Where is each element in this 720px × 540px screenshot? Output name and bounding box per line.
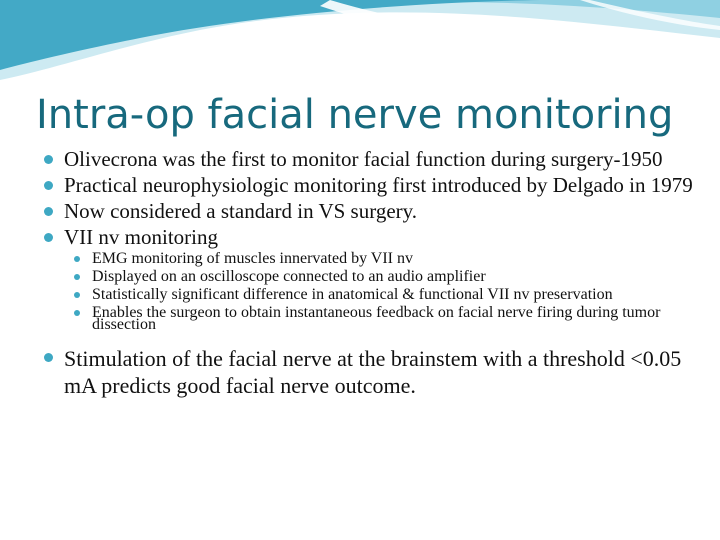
bullet-dot-icon <box>44 207 53 216</box>
slide-content <box>44 147 704 408</box>
bullet-text: Olivecrona was the first to monitor facial function during surgery-1950 <box>64 147 663 171</box>
sub-bullet-dot-icon <box>74 292 80 298</box>
sub-bullet-item <box>64 304 704 333</box>
sub-bullet-text: Displayed on an oscilloscope connected to an audio amplifier <box>92 268 486 285</box>
sub-bullet-text: Statistically significant difference in anatomical & functional VII nv preservation <box>92 286 613 303</box>
sub-bullet-text: EMG monitoring of muscles innervated by VII nv <box>92 250 413 267</box>
bullet-text: Stimulation of the facial nerve at the brainstem with a threshold <0.05 mA predicts good facial nerve outcome. <box>64 346 682 398</box>
bullet-dot-icon <box>44 233 53 242</box>
bullet-text: VII nv monitoring <box>64 225 218 249</box>
bullet-item <box>44 173 704 197</box>
bullet-item-stimulation <box>44 345 704 399</box>
sub-bullet-dot-icon <box>74 256 80 262</box>
bullet-dot-icon <box>44 155 53 164</box>
sub-bullet-dot-icon <box>74 310 80 316</box>
bullet-item <box>44 199 704 223</box>
bullet-item <box>44 225 704 249</box>
sub-bullet-list <box>64 250 704 333</box>
sub-bullet-item <box>64 250 704 267</box>
header-wave-decoration <box>0 0 720 90</box>
slide-title: Intra-op facial nerve monitoring <box>36 92 674 138</box>
bullet-dot-icon <box>44 181 53 190</box>
bullet-dot-icon <box>44 353 53 362</box>
sub-bullet-item <box>64 286 704 303</box>
bullet-item <box>44 147 704 171</box>
sub-bullet-text: Enables the surgeon to obtain instantaneous feedback on facial nerve firing during tumor dissection <box>92 304 661 333</box>
bullet-text: Practical neurophysiologic monitoring first introduced by Delgado in 1979 <box>64 173 693 197</box>
bullet-text: Now considered a standard in VS surgery. <box>64 199 418 223</box>
sub-bullet-item <box>64 268 704 285</box>
sub-bullet-dot-icon <box>74 274 80 280</box>
